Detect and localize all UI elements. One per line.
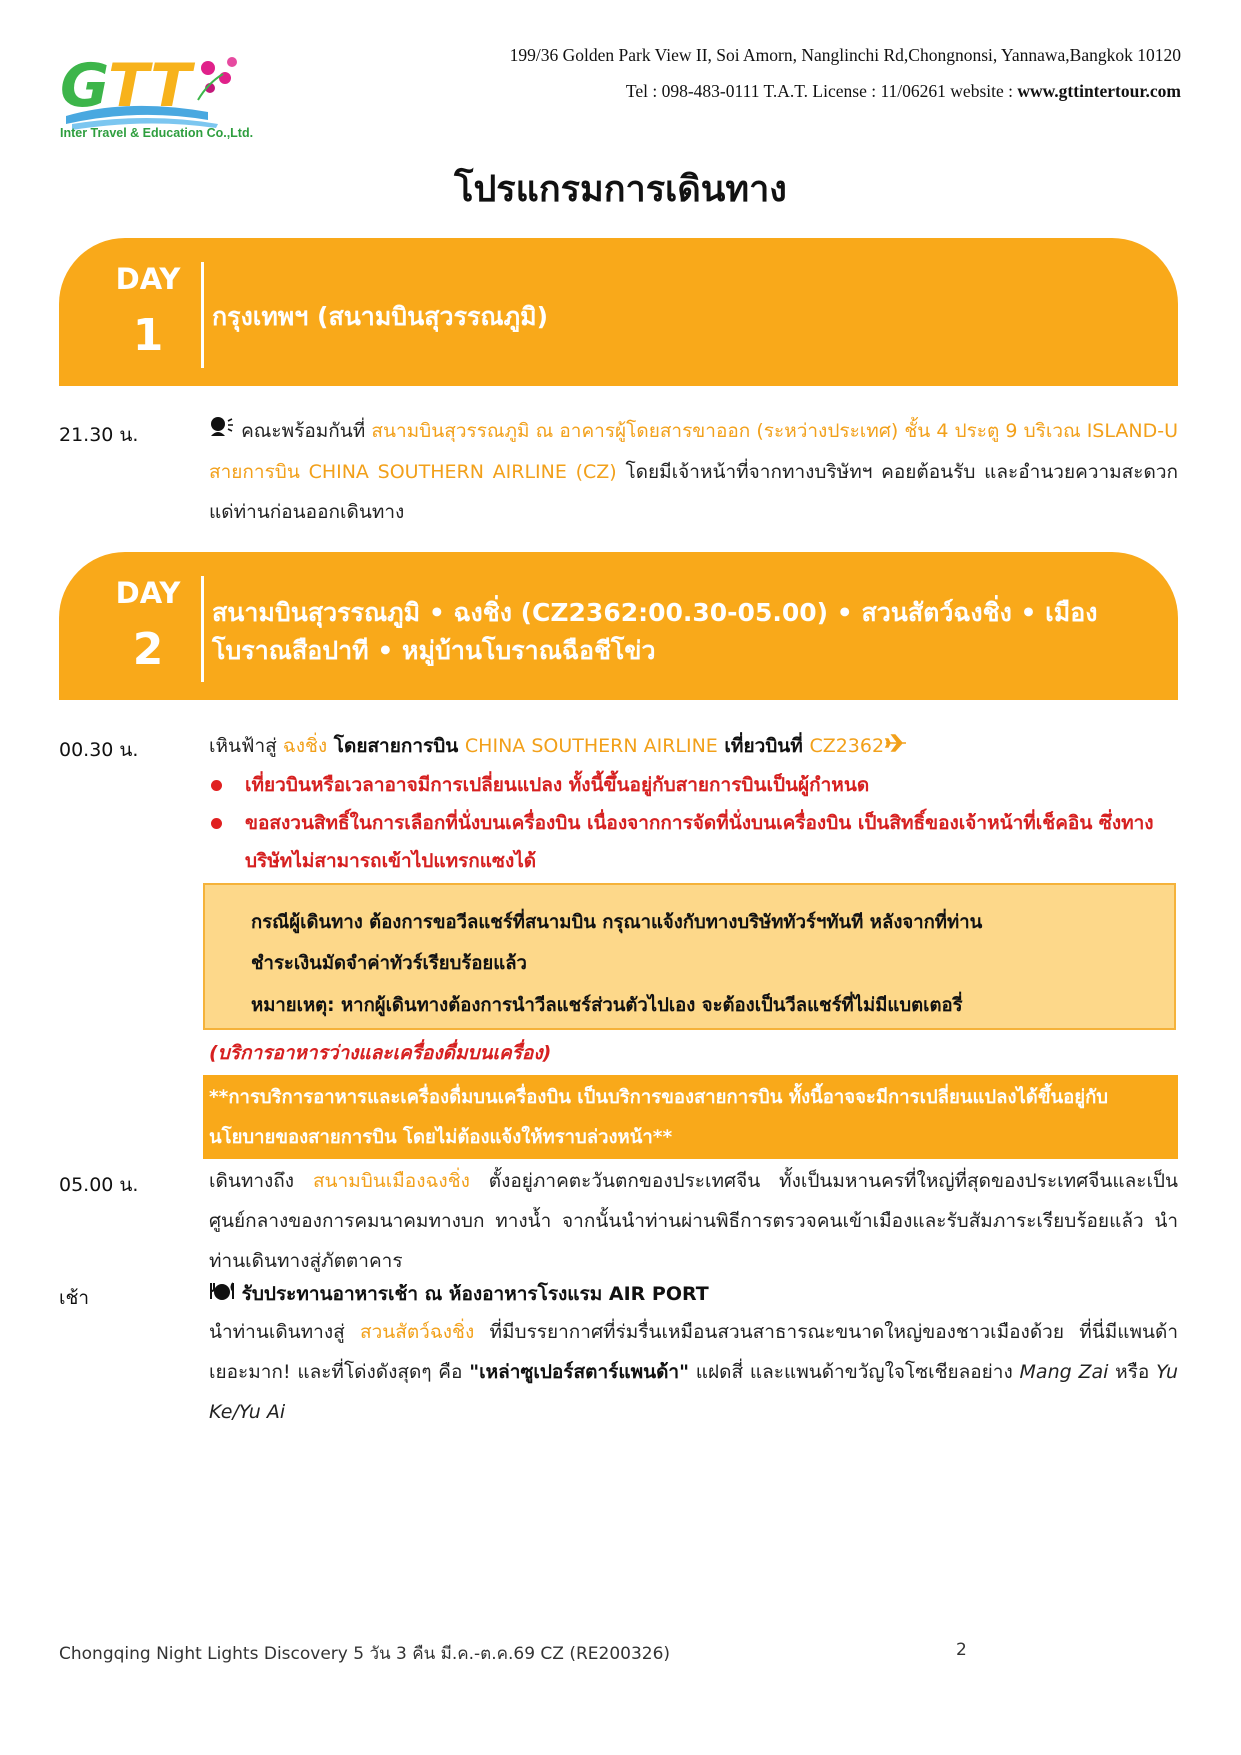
company-address: 199/36 Golden Park View II, Soi Amorn, Nanglinchi Rd,Chongnonsi, Yannawa,Bangkok 10120 xyxy=(509,45,1181,65)
airline-service-note: **การบริการอาหารและเครื่องดื่มบนเครื่องบิน เป็นบริการของสายการบิน ทั้งนี้อาจจะมีการเปลี่ยนแปลงได้ขึ้นอยู่กับ นโยบายของสายการบิน โดยไม่ต้องแจ้งให้ทราบล่วงหน้า** xyxy=(203,1075,1178,1159)
day2-banner xyxy=(59,552,1178,700)
arrival-paragraph: เดินทางถึง สนามบินเมืองฉงชิ่ง ตั้งอยู่ภาคตะวันตกของประเทศจีน ทั้งเป็นมหานครที่ใหญ่ที่สุดของประเทศจีนและเป็นศูนย์กลางของการคมนาคมทางบก ทางน้ำ จากนั้นนำท่านผ่านพิธีการตรวจคนเข้าเมืองและรับสัมภาระเรียบร้อยแล้ว นำท่านเดินทางสู่ภัตตาคาร xyxy=(209,1170,1178,1272)
day1-time: 21.30 น. xyxy=(59,424,139,446)
day2-title-line2: โบราณสือปาที • หมู่บ้านโบราณฉือชีโข่ว xyxy=(212,636,656,665)
breakfast-line: รับประทานอาหารเช้า ณ ห้องอาหารโรงแรม AIR PORT xyxy=(209,1274,1178,1315)
zoo-paragraph: นำท่านเดินทางสู่ สวนสัตว์ฉงชิ่ง ที่มีบรรยากาศที่ร่มรื่นเหมือนสวนสาธารณะขนาดใหญ่ของชาวเมืองด้วย ที่นี่มีแพนด้าเยอะมาก! และที่โด่งดังสุดๆ คือ "เหล่าซูเปอร์สตาร์แพนด้า" แฝดสี่ และแพนด้าขวัญใจโซเชียลอย่าง Mang Zai หรือ Yu Ke/Yu Ai xyxy=(209,1321,1178,1423)
day2-separator xyxy=(201,576,204,682)
meal-icon xyxy=(209,1275,235,1315)
flight-line: เหินฟ้าสู่ ฉงชิ่ง โดยสายการบิน CHINA SOUTHERN AIRLINE เที่ยวบินที่ CZ2362 xyxy=(209,726,1178,767)
wheelchair-note: กรณีผู้เดินทาง ต้องการขอวีลแชร์ที่สนามบิน กรุณาแจ้งกับทางบริษัททัวร์ฯทันที หลังจากที่ท่าน ชำระเงินมัดจำค่าทัวร์เรียบร้อยแล้ว หมายเหตุ: หากผู้เดินทางต้องการนำวีลแชร์ส่วนตัวไปเอง จะต้องเป็นวีลแชร์ที่ไม่มีแบตเตอรี่ xyxy=(203,883,1176,1030)
meeting-icon xyxy=(209,412,235,452)
day1-separator xyxy=(201,262,204,368)
company-address-block xyxy=(361,42,1181,104)
svg-text:G: G xyxy=(60,51,110,121)
bullet-dot-icon xyxy=(211,780,222,791)
bullet-dot-icon xyxy=(211,818,222,829)
document-title: โปรแกรมการเดินทาง xyxy=(454,169,787,210)
page-number: 2 xyxy=(956,1640,967,1660)
day1-number: 1 xyxy=(132,310,164,361)
company-logo xyxy=(58,38,254,148)
day1-title: กรุงเทพฯ (สนามบินสุวรรณภูมิ) xyxy=(212,302,548,331)
company-website[interactable]: www.gttintertour.com xyxy=(1017,81,1181,101)
in-flight-meal-note: (บริการอาหารว่างและเครื่องดื่มบนเครื่อง) xyxy=(209,1042,552,1064)
flight-number: CZ2362 xyxy=(809,735,885,757)
day2-time-arrival: 05.00 น. xyxy=(59,1174,139,1196)
logo-subtitle: Inter Travel & Education Co.,Ltd. xyxy=(60,126,254,140)
day2-label: DAY xyxy=(115,576,181,610)
company-contact: Tel : 098-483-0111 T.A.T. License : 11/06261 website : www.gttintertour.com xyxy=(625,81,1181,101)
day2-time-morning: เช้า xyxy=(59,1287,90,1309)
day2-title-line1: สนามบินสุวรรณภูมิ • ฉงชิ่ง (CZ2362:00.30-05.00) • สวนสัตว์ฉงชิ่ง • เมือง xyxy=(212,598,1098,627)
day1-banner xyxy=(59,238,1178,386)
airline-name: CHINA SOUTHERN AIRLINE xyxy=(464,735,718,757)
day1-label: DAY xyxy=(115,262,181,296)
day2-number: 2 xyxy=(132,624,164,675)
footer-text: Chongqing Night Lights Discovery 5 วัน 3 คืน มี.ค.-ต.ค.69 CZ (RE200326) xyxy=(59,1644,671,1664)
warning-bullet-1: เที่ยวบินหรือเวลาอาจมีการเปลี่ยนแปลง ทั้งนี้ขึ้นอยู่กับสายการบินเป็นผู้กำหนด xyxy=(209,766,1178,804)
svg-text:TT: TT xyxy=(108,51,192,121)
meeting-point: สนามบินสุวรรณภูมิ ณ อาคารผู้โดยสารขาออก (ระหว่างประเทศ) ชั้น 4 ประตู 9 บริเวณ ISLAND-U สายการบิน CHINA SOUTHERN AIRLINE (CZ) xyxy=(209,420,1178,483)
day2-time-flight: 00.30 น. xyxy=(59,739,139,761)
warning-bullet-2: ขอสงวนสิทธิ์ในการเลือกที่นั่งบนเครื่องบิน เนื่องจากการจัดที่นั่งบนเครื่องบิน เป็นสิทธิ์ของเจ้าหน้าที่เช็คอิน ซึ่งทางบริษัทไม่สามารถเข้าไปแทรกแซงได้ xyxy=(209,804,1178,880)
day1-paragraph: คณะพร้อมกันที่ สนามบินสุวรรณภูมิ ณ อาคารผู้โดยสารขาออก (ระหว่างประเทศ) ชั้น 4 ประตู 9 บริเวณ ISLAND-U สายการบิน CHINA SOUTHERN AIRLINE (CZ) โดยมีเจ้าหน้าที่จากทางบริษัทฯ คอยต้อนรับ และอำนวยความสะดวกแด่ท่านก่อนออกเดินทาง xyxy=(209,411,1178,532)
airplane-icon xyxy=(884,727,908,767)
